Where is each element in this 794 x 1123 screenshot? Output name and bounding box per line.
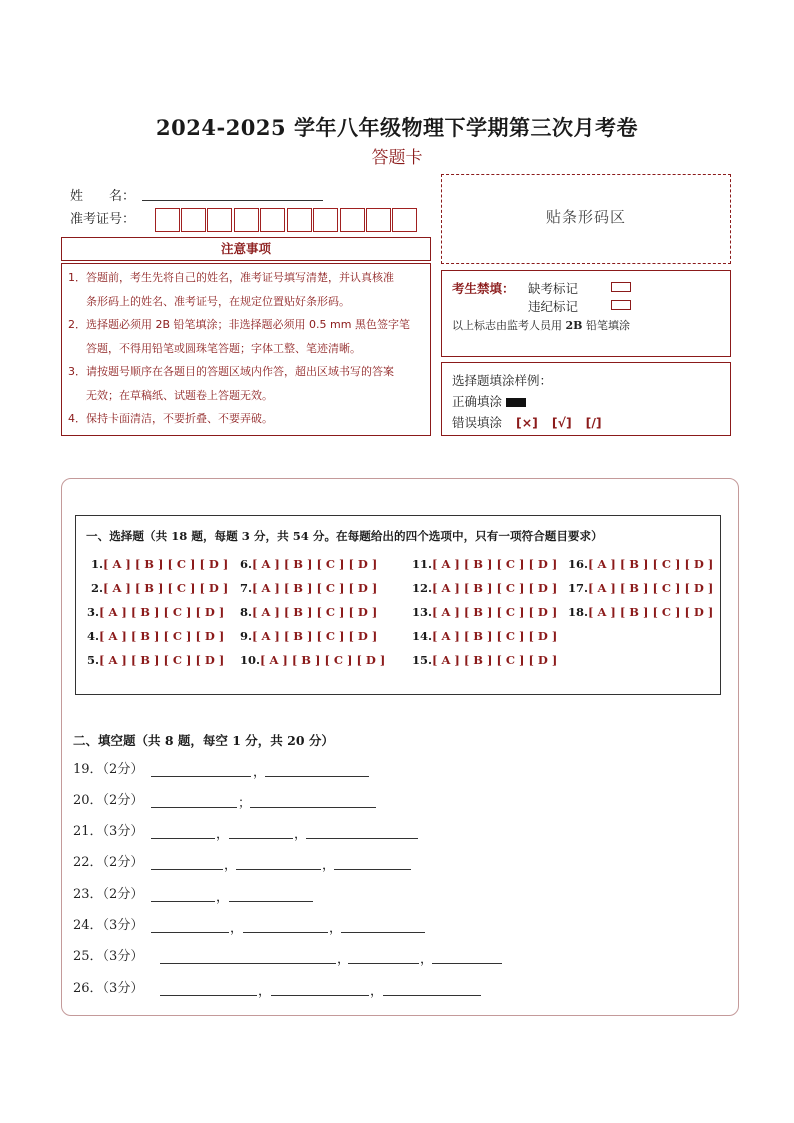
blank-20-2[interactable] [250, 793, 376, 808]
blank-25-1[interactable] [160, 949, 336, 964]
separator: ， [253, 765, 267, 780]
blank-21-3[interactable] [306, 824, 418, 839]
blank-19-1[interactable] [151, 762, 251, 777]
fill-row-26: 26．（3分） [73, 981, 144, 996]
choice-question-3[interactable]: 3.[ A ] [ B ] [ C ] [ D ] [87, 605, 225, 619]
notice-item: 2．选择题必须用 2B 铅笔填涂；非选择题必须用 0.5 mm 黑色签字笔 [68, 318, 410, 331]
blank-20-1[interactable] [151, 793, 237, 808]
blank-23-1[interactable] [151, 887, 215, 902]
filled-mark-sample [506, 398, 526, 407]
notice-item: 3．请按题号顺序在各题目的答题区域内作答，超出区域书写的答案 [68, 365, 394, 378]
wrong-mark-x: [×] [516, 415, 538, 430]
blank-21-2[interactable] [229, 824, 293, 839]
separator: ， [329, 921, 343, 936]
barcode-label: 贴条形码区 [545, 208, 626, 226]
blank-22-3[interactable] [334, 855, 411, 870]
forbidden-note: 以上标志由监考人员用 2B 铅笔填涂 [452, 319, 630, 332]
separator: ； [238, 796, 252, 811]
fill-row-25: 25．（3分） [73, 949, 144, 964]
separator: ， [224, 858, 238, 873]
page-title: 2024-2025 学年八年级物理下学期第三次月考卷 [156, 115, 638, 140]
blank-23-2[interactable] [229, 887, 313, 902]
separator: ， [230, 921, 244, 936]
separator: ， [294, 827, 308, 842]
blank-22-2[interactable] [236, 855, 321, 870]
notice-heading: 注意事项 [220, 241, 271, 256]
wrong-mark-slash: [/] [585, 415, 602, 430]
choice-question-8[interactable]: 8.[ A ] [ B ] [ C ] [ D ] [240, 605, 378, 619]
choice-question-5[interactable]: 5.[ A ] [ B ] [ C ] [ D ] [87, 653, 225, 667]
notice-box [61, 263, 431, 436]
forbidden-box [441, 270, 731, 357]
fill-row-20: 20．（2分） [73, 793, 144, 808]
notice-header [61, 237, 431, 261]
choice-question-16[interactable]: 16.[ A ] [ B ] [ C ] [ D ] [568, 557, 714, 571]
choice-question-7[interactable]: 7.[ A ] [ B ] [ C ] [ D ] [240, 581, 378, 595]
id-digit-box[interactable] [366, 208, 391, 232]
fill-row-21: 21．（3分） [73, 824, 144, 839]
id-digit-box[interactable] [155, 208, 180, 232]
name-label: 姓 名： [70, 189, 136, 204]
fill-row-22: 22．（2分） [73, 855, 144, 870]
blank-19-2[interactable] [265, 762, 369, 777]
separator: ， [258, 984, 272, 999]
separator: ， [420, 952, 434, 967]
notice-item: 4．保持卡面清洁，不要折叠、不要弄破。 [68, 412, 273, 425]
id-digit-box[interactable] [234, 208, 259, 232]
choice-question-18[interactable]: 18.[ A ] [ B ] [ C ] [ D ] [568, 605, 714, 619]
violation-mark-box[interactable] [611, 300, 631, 310]
wrong-sample: 错误填涂 [×] [√] [/] [452, 415, 602, 430]
choice-question-2[interactable]: 2.[ A ] [ B ] [ C ] [ D ] [91, 581, 229, 595]
choice-question-1[interactable]: 1.[ A ] [ B ] [ C ] [ D ] [91, 557, 229, 571]
wrong-mark-check: [√] [551, 415, 572, 430]
choice-question-10[interactable]: 10.[ A ] [ B ] [ C ] [ D ] [240, 653, 386, 667]
forbidden-label: 考生禁填： [452, 281, 515, 296]
blank-24-3[interactable] [341, 918, 425, 933]
fill-row-19: 19．（2分） [73, 762, 144, 777]
sample-box [441, 362, 731, 436]
page-subtitle: 答题卡 [371, 148, 423, 168]
blank-21-1[interactable] [151, 824, 215, 839]
choice-question-12[interactable]: 12.[ A ] [ B ] [ C ] [ D ] [412, 581, 558, 595]
id-digit-box[interactable] [181, 208, 206, 232]
sample-title: 选择题填涂样例： [452, 373, 553, 388]
choice-question-11[interactable]: 11.[ A ] [ B ] [ C ] [ D ] [412, 557, 558, 571]
id-digit-box[interactable] [392, 208, 417, 232]
choice-question-14[interactable]: 14.[ A ] [ B ] [ C ] [ D ] [412, 629, 558, 643]
blank-24-2[interactable] [243, 918, 328, 933]
section1-title: 一、选择题（共 18 题，每题 3 分，共 54 分。在每题给出的四个选项中，只有一项符合题目要求） [86, 529, 603, 543]
blank-25-2[interactable] [348, 949, 419, 964]
section2-title: 二、填空题（共 8 题，每空 1 分，共 20 分） [73, 733, 334, 748]
notice-item: 1．答题前，考生先将自己的姓名，准考证号填写清楚，并认真核准 [68, 271, 394, 284]
notice-item: 条形码上的姓名、准考证号，在规定位置贴好条形码。 [86, 294, 350, 308]
choice-question-6[interactable]: 6.[ A ] [ B ] [ C ] [ D ] [240, 557, 378, 571]
id-digit-box[interactable] [207, 208, 232, 232]
choice-question-17[interactable]: 17.[ A ] [ B ] [ C ] [ D ] [568, 581, 714, 595]
choice-question-9[interactable]: 9.[ A ] [ B ] [ C ] [ D ] [240, 629, 378, 643]
id-digit-box[interactable] [340, 208, 365, 232]
violation-mark-label: 违纪标记 [528, 299, 579, 314]
id-digit-box[interactable] [260, 208, 285, 232]
separator: ， [216, 890, 230, 905]
choice-question-13[interactable]: 13.[ A ] [ B ] [ C ] [ D ] [412, 605, 558, 619]
separator: ， [370, 984, 384, 999]
fill-row-24: 24．（3分） [73, 918, 144, 933]
missing-mark-box[interactable] [611, 282, 631, 292]
id-digit-box[interactable] [287, 208, 312, 232]
blank-26-2[interactable] [271, 981, 369, 996]
separator: ， [337, 952, 351, 967]
blank-26-3[interactable] [383, 981, 481, 996]
blank-26-1[interactable] [160, 981, 257, 996]
blank-22-1[interactable] [151, 855, 223, 870]
notice-item: 答题，不得用铅笔或圆珠笔答题；字体工整、笔迹清晰。 [86, 341, 361, 355]
separator: ， [322, 858, 336, 873]
barcode-area [441, 174, 731, 264]
choice-question-4[interactable]: 4.[ A ] [ B ] [ C ] [ D ] [87, 629, 225, 643]
missing-mark-label: 缺考标记 [528, 281, 579, 296]
separator: ， [216, 827, 230, 842]
id-digit-box[interactable] [313, 208, 338, 232]
choice-question-15[interactable]: 15.[ A ] [ B ] [ C ] [ D ] [412, 653, 558, 667]
name-field[interactable] [142, 186, 323, 201]
blank-24-1[interactable] [151, 918, 229, 933]
blank-25-3[interactable] [432, 949, 502, 964]
notice-item: 无效；在草稿纸、试题卷上答题无效。 [86, 388, 273, 402]
correct-sample: 正确填涂 [452, 392, 526, 410]
id-label: 准考证号： [70, 212, 136, 227]
fill-row-23: 23．（2分） [73, 887, 144, 902]
